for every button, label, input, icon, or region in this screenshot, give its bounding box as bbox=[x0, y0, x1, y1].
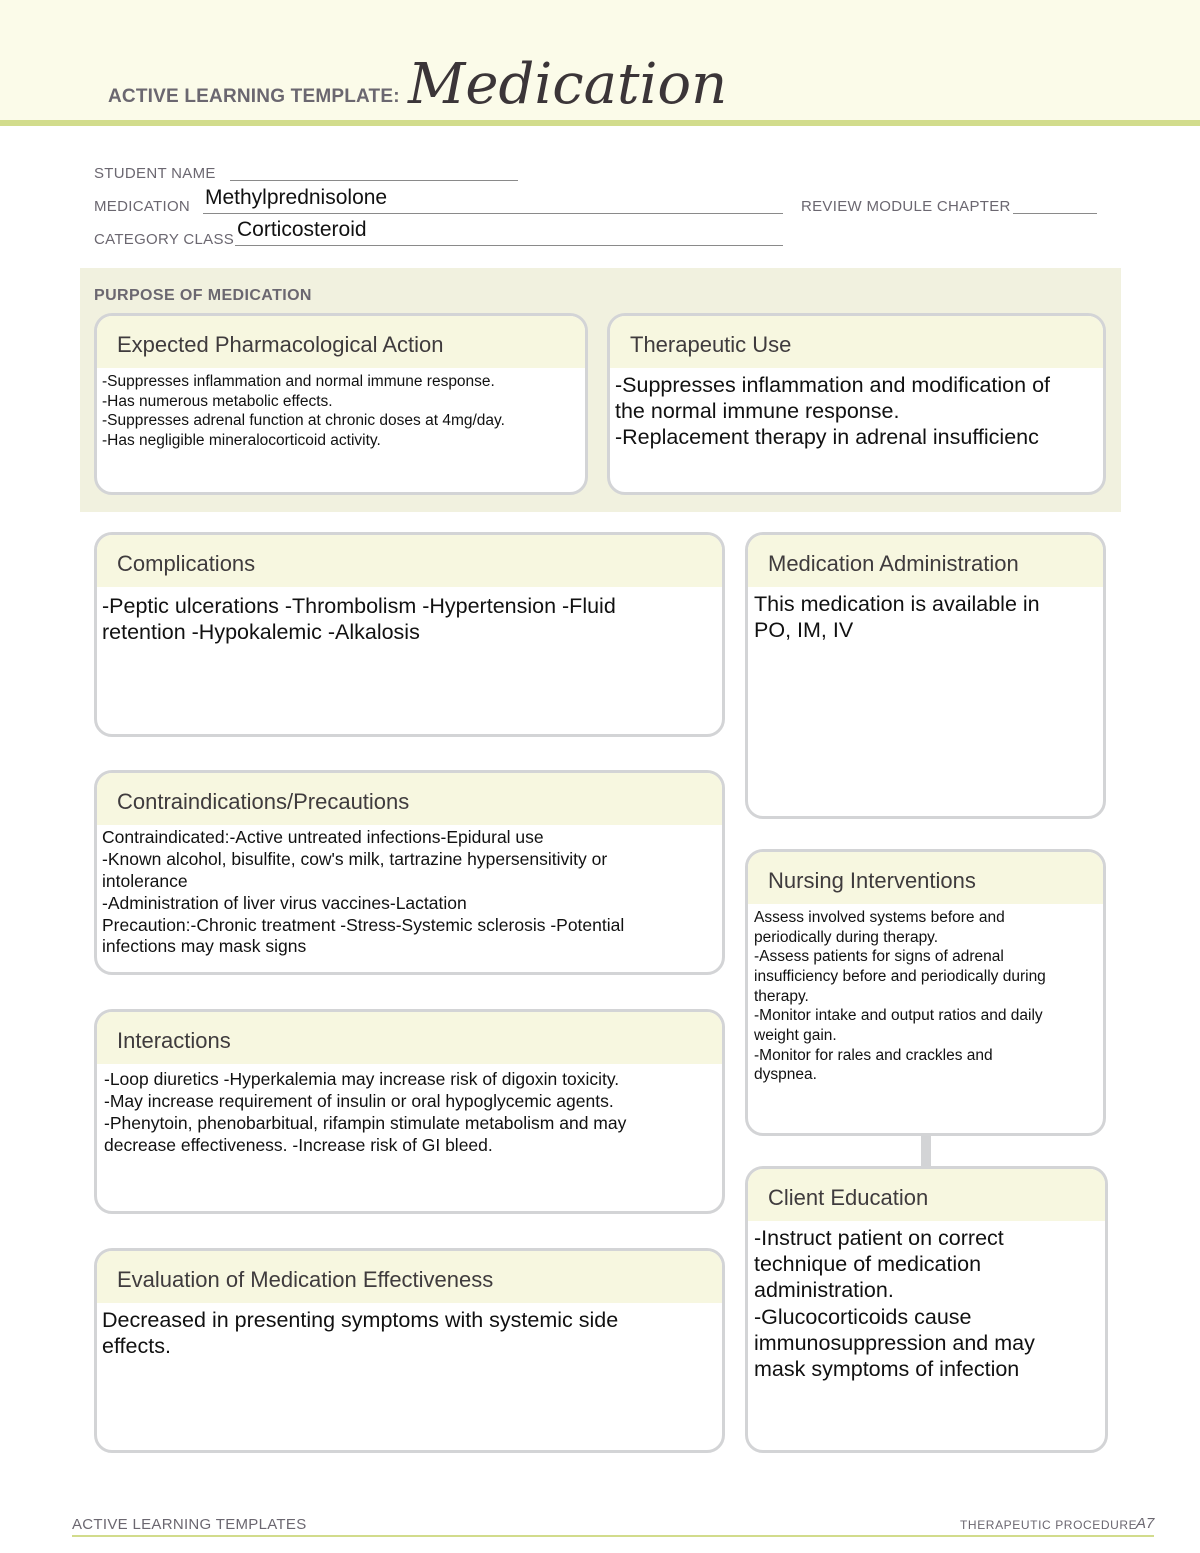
nursing-interventions-line: -Assess patients for signs of adrenal bbox=[754, 948, 1004, 966]
medication-administration-body[interactable] bbox=[748, 587, 1103, 643]
contraindications-line: infections may mask signs bbox=[102, 936, 307, 957]
contraindications-title: Contraindications/Precautions bbox=[97, 773, 722, 825]
category-class-label: CATEGORY CLASS bbox=[94, 231, 235, 248]
client-education-body[interactable] bbox=[748, 1221, 1105, 1382]
client-education-line: -Instruct patient on correct bbox=[754, 1226, 1004, 1250]
interactions-box[interactable] bbox=[94, 1009, 725, 1214]
nursing-interventions-line: weight gain. bbox=[754, 1027, 837, 1045]
therapeutic-use-line: -Replacement therapy in adrenal insufficienc bbox=[615, 425, 1039, 450]
contraindications-line: -Administration of liver virus vaccines-Lactation bbox=[102, 892, 467, 913]
contraindications-box[interactable] bbox=[94, 770, 725, 975]
nursing-interventions-line: -Monitor intake and output ratios and daily bbox=[754, 1007, 1043, 1025]
evaluation-line: effects. bbox=[102, 1334, 171, 1359]
client-education-line: -Glucocorticoids cause bbox=[754, 1304, 972, 1329]
contraindications-body[interactable] bbox=[97, 825, 722, 958]
contraindications-line: -Known alcohol, bisulfite, cow's milk, tartrazine hypersensitivity or bbox=[102, 848, 608, 869]
category-class-value[interactable]: Corticosteroid bbox=[237, 218, 367, 241]
contraindications-line: intolerance bbox=[102, 870, 188, 891]
therapeutic-use-body[interactable] bbox=[610, 368, 1103, 451]
complications-title: Complications bbox=[97, 535, 722, 587]
client-education-title: Client Education bbox=[748, 1169, 1105, 1221]
expected-action-line: -Has numerous metabolic effects. bbox=[102, 392, 333, 410]
therapeutic-use-title: Therapeutic Use bbox=[610, 316, 1103, 368]
category-class-line[interactable] bbox=[235, 245, 783, 246]
therapeutic-use-line: the normal immune response. bbox=[615, 399, 900, 424]
nursing-interventions-body[interactable] bbox=[748, 904, 1103, 1085]
complications-line: -Peptic ulcerations -Thrombolism -Hypertension -Fluid bbox=[102, 594, 616, 618]
medication-administration-title: Medication Administration bbox=[748, 535, 1103, 587]
therapeutic-use-line: -Suppresses inflammation and modification of bbox=[615, 373, 1050, 397]
medication-label: MEDICATION bbox=[94, 198, 191, 215]
footer-page-number: A7 bbox=[1136, 1515, 1155, 1532]
client-education-line: technique of medication bbox=[754, 1252, 982, 1277]
review-module-label: REVIEW MODULE CHAPTER bbox=[801, 198, 1011, 215]
medication-administration-line: PO, IM, IV bbox=[754, 618, 854, 643]
client-education-line: administration. bbox=[754, 1278, 894, 1303]
template-title: Medication bbox=[408, 52, 728, 117]
therapeutic-use-box[interactable] bbox=[607, 313, 1106, 495]
medication-administration-line: This medication is available in bbox=[754, 592, 1040, 616]
complications-body[interactable] bbox=[97, 587, 722, 645]
client-education-line: immunosuppression and may bbox=[754, 1330, 1035, 1355]
evaluation-title: Evaluation of Medication Effectiveness bbox=[97, 1251, 722, 1303]
connector-bar bbox=[921, 1135, 931, 1167]
nursing-interventions-line: periodically during therapy. bbox=[754, 928, 939, 946]
purpose-label: PURPOSE OF MEDICATION bbox=[94, 287, 312, 304]
expected-action-line: -Suppresses inflammation and normal immune response. bbox=[102, 373, 495, 390]
nursing-interventions-line: insufficiency before and periodically during bbox=[754, 968, 1046, 986]
review-module-line[interactable] bbox=[1013, 213, 1097, 214]
interactions-line: decrease effectiveness. -Increase risk of GI bleed. bbox=[104, 1134, 493, 1155]
nursing-interventions-line: dyspnea. bbox=[754, 1066, 817, 1084]
evaluation-box[interactable] bbox=[94, 1248, 725, 1453]
header-rule bbox=[0, 120, 1200, 126]
nursing-interventions-line: therapy. bbox=[754, 987, 809, 1005]
interactions-line: -Loop diuretics -Hyperkalemia may increase risk of digoxin toxicity. bbox=[104, 1069, 620, 1089]
interactions-line: -Phenytoin, phenobarbitual, rifampin stimulate metabolism and may bbox=[104, 1112, 627, 1133]
nursing-interventions-line: -Monitor for rales and crackles and bbox=[754, 1046, 993, 1064]
student-name-label: STUDENT NAME bbox=[94, 165, 216, 182]
client-education-line: mask symptoms of infection bbox=[754, 1357, 1020, 1382]
contraindications-line: Contraindicated:-Active untreated infections-Epidural use bbox=[102, 827, 544, 847]
expected-action-line: -Has negligible mineralocorticoid activity. bbox=[102, 432, 381, 450]
footer-right: THERAPEUTIC PROCEDURE bbox=[960, 1518, 1138, 1532]
interactions-body[interactable] bbox=[97, 1064, 722, 1157]
contraindications-line: Precaution:-Chronic treatment -Stress-Systemic sclerosis -Potential bbox=[102, 914, 625, 935]
expected-action-line: -Suppresses adrenal function at chronic doses at 4mg/day. bbox=[102, 412, 505, 430]
nursing-interventions-box[interactable] bbox=[745, 849, 1106, 1136]
complications-box[interactable] bbox=[94, 532, 725, 737]
evaluation-body[interactable] bbox=[97, 1303, 722, 1359]
medication-line[interactable] bbox=[203, 213, 783, 214]
footer-rule bbox=[72, 1535, 1154, 1537]
complications-line: retention -Hypokalemic -Alkalosis bbox=[102, 620, 420, 645]
interactions-line: -May increase requirement of insulin or oral hypoglycemic agents. bbox=[104, 1090, 614, 1111]
student-name-line[interactable] bbox=[230, 180, 518, 181]
nursing-interventions-title: Nursing Interventions bbox=[748, 852, 1103, 904]
footer-left: ACTIVE LEARNING TEMPLATES bbox=[72, 1516, 307, 1533]
medication-value[interactable]: Methylprednisolone bbox=[205, 186, 388, 209]
nursing-interventions-line: Assess involved systems before and bbox=[754, 909, 1005, 926]
medication-administration-box[interactable] bbox=[745, 532, 1106, 819]
client-education-box[interactable] bbox=[745, 1166, 1108, 1453]
expected-action-title: Expected Pharmacological Action bbox=[97, 316, 585, 368]
evaluation-line: Decreased in presenting symptoms with systemic side bbox=[102, 1308, 619, 1332]
template-label: ACTIVE LEARNING TEMPLATE: bbox=[108, 86, 400, 107]
expected-action-body[interactable] bbox=[97, 368, 585, 451]
interactions-title: Interactions bbox=[97, 1012, 722, 1064]
expected-action-box[interactable] bbox=[94, 313, 588, 495]
